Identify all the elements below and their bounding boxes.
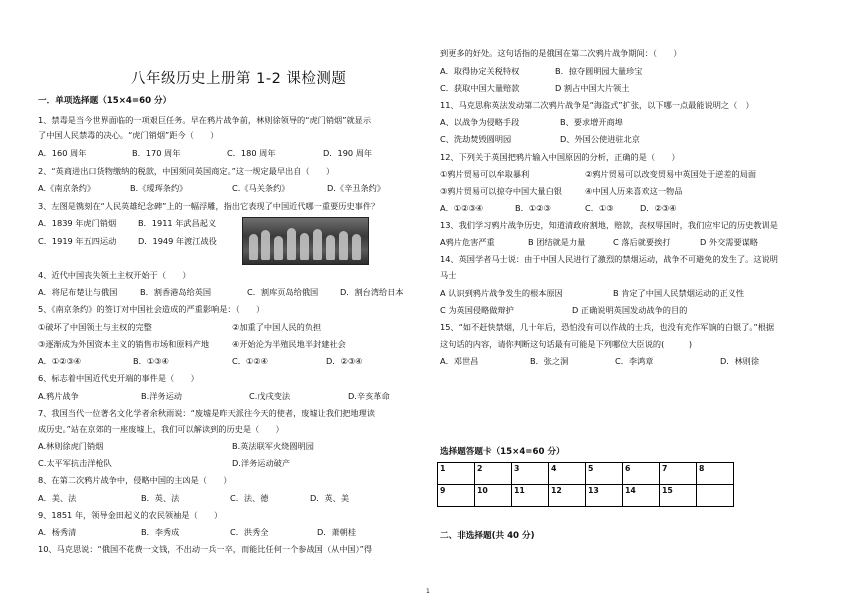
question-7: 7、我国当代一位著名文化学者余秋雨说：“废墟是昨天派往今天的使者，废墟让我们把地理读: [38, 408, 375, 418]
question-14: 14、英国学者马士说：由于中国人民进行了激烈的禁烟运动，战争不可避免的发生了。这说明: [440, 254, 778, 264]
question-1: 1、禁毒是当今世界面临的一项艰巨任务。早在鸦片战争前，林则徐领导的“虎门销烟”就显示: [38, 115, 372, 125]
q15-option-b: B．张之洞: [530, 356, 569, 366]
q13-option-c: C 落后就要挨打: [613, 237, 671, 247]
q3-option-b: B．1911 年武昌起义: [138, 218, 217, 228]
question-7-cont: 成历史。”站在京郊的一座废墟上，我们可以解读到的历史是（ ）: [38, 424, 284, 434]
q11-option-b: B、要求增开商埠: [560, 117, 623, 127]
q12-item-2: ②鸦片贸易可以改变贸易中英国处于逆差的局面: [585, 169, 757, 179]
question-14-cont: 马士: [440, 270, 457, 280]
q12-option-c: C．①③: [585, 203, 614, 213]
answer-cell[interactable]: 11: [512, 485, 549, 507]
q9-option-a: A．杨秀清: [38, 527, 77, 537]
q1-option-c: C．180 周年: [227, 148, 276, 158]
q6-option-c: C.戊戌变法: [249, 391, 291, 401]
q15-option-a: A．邓世昌: [440, 356, 479, 366]
question-1-cont: 了中国人民禁毒的决心。“虎门销烟”距今（ ）: [38, 130, 219, 140]
q5-option-d: D．②③④: [326, 356, 363, 366]
monument-relief-image: [242, 217, 369, 265]
q12-item-1: ①鸦片贸易可以牟取暴利: [440, 169, 530, 179]
answer-cell[interactable]: 4: [549, 463, 586, 485]
q10-option-c: C．获取中国大量赔款: [440, 83, 520, 93]
q6-option-a: A.鸦片战争: [38, 391, 79, 401]
q14-option-c: C 为英国侵略做辩护: [440, 305, 514, 315]
answer-cell[interactable]: 3: [512, 463, 549, 485]
answer-cell[interactable]: 5: [586, 463, 623, 485]
question-3: 3、左图是镌刻在“人民英雄纪念碑”上的一幅浮雕，指出它表现了中国近代哪一重要历史事件？: [38, 201, 380, 211]
question-10-cont: 到更多的好处。这句话指的是俄国在第二次鸦片战争期间：（ ）: [440, 48, 682, 58]
q1-option-d: D．190 周年: [323, 148, 373, 158]
q2-option-c: C.《马关条约》: [232, 183, 290, 193]
answer-cell[interactable]: 12: [549, 485, 586, 507]
q8-option-b: B．英、法: [141, 493, 180, 503]
q14-option-a: A 认识到鸦片战争发生的根本原因: [440, 288, 563, 298]
question-9: 9、1851 年，领导金田起义的农民领袖是（ ）: [38, 510, 223, 520]
answer-cell[interactable]: 2: [475, 463, 512, 485]
section-1-heading: 一．单项选择题（15×4=60 分）: [38, 96, 172, 106]
q2-option-a: A.《南京条约》: [38, 183, 96, 193]
answer-card-title: 选择题答题卡（15×4=60 分）: [440, 447, 565, 457]
q10-option-d: D 割占中国大片领土: [555, 83, 630, 93]
page-number: 1: [426, 588, 430, 595]
q7-option-a: A.林则徐虎门销烟: [38, 441, 104, 451]
question-10: 10、马克思说：“俄国不花费一文钱，不出动一兵一卒，而能比任何一个参战国（从中国）”得: [38, 544, 373, 554]
q5-item-4: ④开始沦为半殖民地半封建社会: [232, 339, 346, 349]
q2-option-d: D.《辛丑条约》: [327, 183, 386, 193]
q5-option-c: C．①②④: [232, 356, 268, 366]
q11-option-d: D、外国公使进驻北京: [560, 134, 640, 144]
q12-option-d: D．②③④: [640, 203, 677, 213]
q9-option-c: C．洪秀全: [230, 527, 269, 537]
page-title: 八年级历史上册第 1-2 课检测题: [131, 71, 347, 87]
q15-option-c: C．李鸿章: [615, 356, 654, 366]
q12-option-b: B．①②③: [515, 203, 551, 213]
q7-option-b: B.英法联军火烧圆明园: [232, 441, 314, 451]
q1-option-b: B．170 周年: [132, 148, 181, 158]
q9-option-d: D．萧朝桂: [317, 527, 357, 537]
question-2: 2、“英商进出口货物缴纳的税款，中国须同英国商定。”这一规定最早出自（ ）: [38, 166, 335, 176]
q14-option-d: D 正确说明英国发动战争的目的: [572, 305, 688, 315]
q5-item-3: ③逐渐成为外国资本主义的销售市场和原料产地: [38, 339, 210, 349]
q1-option-a: A．160 周年: [38, 148, 87, 158]
q4-option-d: D．割台湾给日本: [340, 287, 404, 297]
q4-option-c: C．割库页岛给俄国: [247, 287, 319, 297]
q5-option-a: A．①②③④: [38, 356, 82, 366]
question-12: 12、下列关于英国把鸦片输入中国原因的分析，正确的是（ ）: [440, 152, 680, 162]
q3-option-a: A．1839 年虎门销烟: [38, 218, 117, 228]
q8-option-c: C．法、德: [230, 493, 269, 503]
q3-option-d: D．1949 年渡江战役: [138, 236, 217, 246]
question-8: 8、在第二次鸦片战争中，侵略中国的主凶是（ ）: [38, 475, 232, 485]
answer-cell[interactable]: 8: [697, 463, 734, 485]
q4-option-b: B．割香港岛给英国: [140, 287, 212, 297]
question-13: 13、我们学习鸦片战争历史，知道清政府割地，赔款，丧权辱国时，我们应牢记的历史教训是: [440, 220, 778, 230]
q13-option-b: B 团结就是力量: [528, 237, 586, 247]
q13-option-d: D 外交需要谋略: [700, 237, 759, 247]
q5-item-2: ②加重了中国人民的负担: [232, 322, 322, 332]
q6-option-b: B.洋务运动: [141, 391, 182, 401]
q5-item-1: ①破坏了中国领土与主权的完整: [38, 322, 152, 332]
q12-item-4: ④中国人历来喜欢这一物品: [585, 186, 683, 196]
answer-cell[interactable]: 10: [475, 485, 512, 507]
q3-option-c: C．1919 年五四运动: [38, 236, 117, 246]
q7-option-c: C.太平军抗击洋枪队: [38, 458, 112, 468]
question-15: 15、“如不赶快禁烟，几十年后，恐怕没有可以作战的士兵，也没有充作军饷的白银了。”根据: [440, 322, 775, 332]
q4-option-a: A．将尼布楚让与俄国: [38, 287, 118, 297]
q12-item-3: ③鸦片贸易可以掠夺中国大量白银: [440, 186, 562, 196]
q6-option-d: D.辛亥革命: [348, 391, 390, 401]
q15-option-d: D．林则徐: [720, 356, 760, 366]
answer-cell[interactable]: 13: [586, 485, 623, 507]
q2-option-b: B.《瑷珲条约》: [130, 183, 188, 193]
answer-cell[interactable]: 14: [623, 485, 660, 507]
question-11: 11、马克思称英法发动第二次鸦片战争是“海盗式”扩张，以下哪一点最能说明之（ ）: [440, 100, 754, 110]
q13-option-a: A鸦片危害严重: [440, 237, 495, 247]
question-4: 4、近代中国丧失领土主权开始于（ ）: [38, 270, 191, 280]
question-15-cont: 这句话的内容，请你判断这句话最有可能是下列哪位大臣说的( ): [440, 339, 693, 349]
section-2-heading: 二、非选择题(共 40 分): [440, 531, 535, 541]
q14-option-b: B 肯定了中国人民禁烟运动的正义性: [613, 288, 745, 298]
answer-cell[interactable]: 7: [660, 463, 697, 485]
q10-option-a: A．取得协定关税特权: [440, 66, 520, 76]
answer-cell[interactable]: 15: [660, 485, 697, 507]
q11-option-a: A、以战争为侵略手段: [440, 117, 520, 127]
question-5: 5、《南京条约》的签订对中国社会造成的严重影响是：（ ）: [38, 304, 265, 314]
answer-cell[interactable]: [697, 485, 734, 507]
q11-option-c: C、洗劫焚毁圆明园: [440, 134, 512, 144]
q8-option-a: A．美、法: [38, 493, 77, 503]
q10-option-b: B．掠夺圆明园大量珍宝: [555, 66, 643, 76]
answer-cell[interactable]: 1: [438, 463, 475, 485]
question-6: 6、标志着中国近代史开端的事件是（ ）: [38, 373, 199, 383]
q7-option-d: D.洋务运动破产: [232, 458, 291, 468]
answer-cell[interactable]: 6: [623, 463, 660, 485]
q9-option-b: B．李秀成: [141, 527, 180, 537]
q8-option-d: D．英、美: [310, 493, 350, 503]
q5-option-b: B．①③④: [133, 356, 169, 366]
answer-cell[interactable]: 9: [438, 485, 475, 507]
q12-option-a: A．①②③④: [440, 203, 484, 213]
answer-card-table: [437, 462, 734, 507]
